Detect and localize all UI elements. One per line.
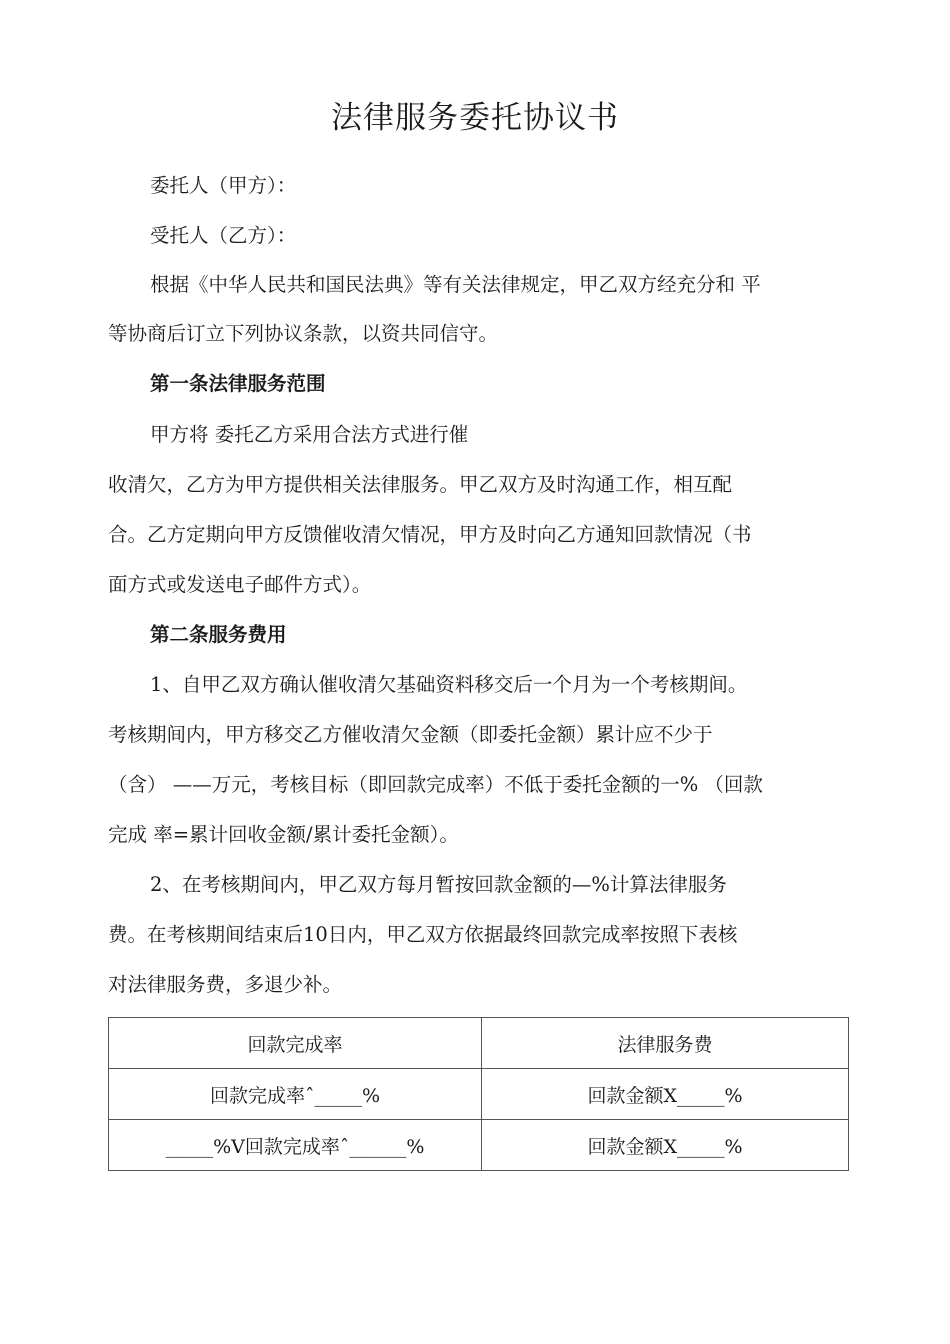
article-2-para-2-line-2: 费。在考核期间结束后10日内，甲乙双方依据最终回款完成率按照下表核 [108,923,738,946]
table-cell: _____%V回款完成率ˆ______% [109,1120,482,1171]
article-1-line-1: 甲方将 委托乙方采用合法方式进行催 [150,423,469,446]
intro-line-1: 根据《中华人民共和国民法典》等有关法律规定，甲乙双方经充分和 平 [150,273,761,296]
table-header-row [109,1018,849,1069]
article-1-heading: 第一条法律服务范围 [150,372,326,395]
intro-line-2: 等协商后订立下列协议条款，以资共同信守。 [108,322,499,345]
fee-table [108,1017,849,1171]
article-2-para-1-line-1: 1、自甲乙双方确认催收清欠基础资料移交后一个月为一个考核期间。 [150,673,748,696]
article-2-para-1-line-2: 考核期间内，甲方移交乙方催收清欠金额（即委托金额）累计应不少于 [108,723,713,746]
table-header-cell: 回款完成率 [109,1018,482,1069]
table-cell: 回款完成率ˆ_____% [109,1069,482,1120]
client-line: 委托人（甲方）： [150,174,297,197]
article-2-para-2-line-1: 2、在考核期间内，甲乙双方每月暂按回款金额的—%计算法律服务 [150,873,727,896]
document-title: 法律服务委托协议书 [331,100,619,136]
article-1-line-2: 收清欠，乙方为甲方提供相关法律服务。甲乙双方及时沟通工作，相互配 [108,473,733,496]
table-row [109,1069,849,1120]
table-row [109,1120,849,1171]
article-2-para-1-line-3: （含） ——万元，考核目标（即回款完成率）不低于委托金额的一% （回款 [108,773,763,796]
article-2-para-2-line-3: 对法律服务费，多退少补。 [108,973,343,996]
article-1-line-3: 合。乙方定期向甲方反馈催收清欠情况，甲方及时向乙方通知回款情况（书 [108,523,752,546]
article-1-line-4: 面方式或发送电子邮件方式）。 [108,573,372,596]
table-header-cell: 法律服务费 [482,1018,849,1069]
table-cell: 回款金额X_____% [482,1069,849,1120]
agent-line: 受托人（乙方）： [150,224,297,247]
table-cell: 回款金额X_____% [482,1120,849,1171]
article-2-heading: 第二条服务费用 [150,623,287,646]
article-2-para-1-line-4: 完成 率=累计回收金额/累计委托金额）。 [108,823,459,846]
